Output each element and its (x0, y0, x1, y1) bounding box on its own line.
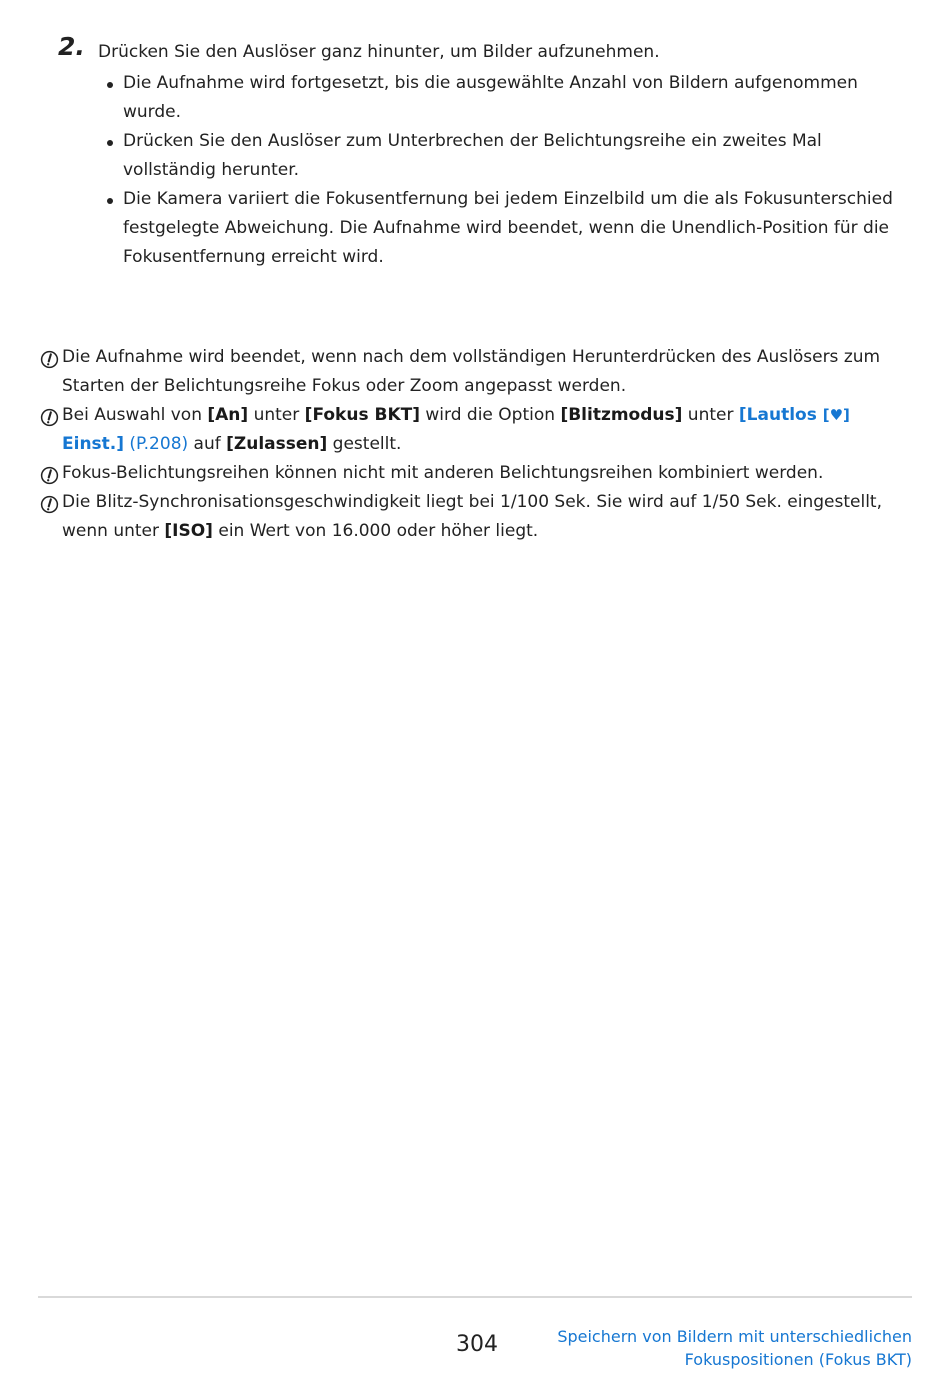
menu-item-iso: [ISO] (164, 521, 213, 541)
note-text-part: unter (248, 405, 305, 425)
step-number: 2. (58, 32, 85, 61)
bullet-item: Die Kamera variiert die Fokusentfernung bei jedem Einzelbild um die als Fokusunterschied festgelegte Abweichung. Die Aufnahme wird beendet, wenn die Unendlich-Position für die Fokusentfernung erreicht wird. (106, 185, 896, 272)
step-bullet-list (106, 69, 896, 272)
caution-icon (40, 408, 59, 427)
note-text-part: Bei Auswahl von (62, 405, 208, 425)
footer-title-line: Speichern von Bildern mit unterschiedlichen (557, 1327, 912, 1346)
note-text: Die Aufnahme wird beendet, wenn nach dem vollständigen Herunterdrücken des Auslösers zum Starten der Belichtungsreihe Fokus oder Zoom angepasst werden. (62, 347, 881, 396)
note-text-part: auf (188, 434, 227, 454)
note-text-part: ein Wert von 16.000 oder höher liegt. (212, 521, 539, 541)
notes-section (40, 343, 895, 546)
caution-icon (40, 466, 59, 485)
link-text: [Lautlos (738, 405, 823, 425)
menu-item-blitzmodus: [Blitzmodus] (560, 405, 683, 425)
bullet-item: Die Aufnahme wird fortgesetzt, bis die ausgewählte Anzahl von Bildern aufgenommen wurde. (106, 69, 896, 127)
page-reference-link[interactable]: (P.208) (129, 434, 189, 454)
note-text-part: wird die Option (420, 405, 561, 425)
menu-value-an: [An] (207, 405, 249, 425)
note-1 (40, 343, 895, 401)
footer-section-link[interactable] (557, 1325, 912, 1371)
note-text-part: Die Blitz-Synchronisationsgeschwindigkeit liegt bei 1/100 Sek. Sie wird auf 1/50 Sek. eingestellt, wenn unter (62, 492, 882, 541)
note-3 (40, 459, 895, 488)
step-text: Drücken Sie den Auslöser ganz hinunter, um Bilder aufzunehmen. (98, 42, 660, 62)
footer-title-line: Fokuspositionen (Fokus BKT) (684, 1350, 912, 1369)
footer-divider (38, 1296, 912, 1298)
link-text: Einst.] (62, 434, 125, 454)
note-2 (40, 401, 895, 459)
menu-value-zulassen: [Zulassen] (226, 434, 328, 454)
caution-icon (40, 350, 59, 369)
note-4 (40, 488, 895, 546)
bullet-item: Drücken Sie den Auslöser zum Unterbrechen der Belichtungsreihe ein zweites Mal vollständig herunter. (106, 127, 896, 185)
menu-item-fokus-bkt: [Fokus BKT] (304, 405, 420, 425)
note-text: Fokus-Belichtungsreihen können nicht mit anderen Belichtungsreihen kombiniert werden. (62, 463, 824, 483)
note-text-part: gestellt. (327, 434, 402, 454)
note-text-part: unter (682, 405, 739, 425)
caution-icon (40, 495, 59, 514)
page-number: 304 (456, 1332, 498, 1357)
heart-icon: [♥] (822, 406, 850, 424)
